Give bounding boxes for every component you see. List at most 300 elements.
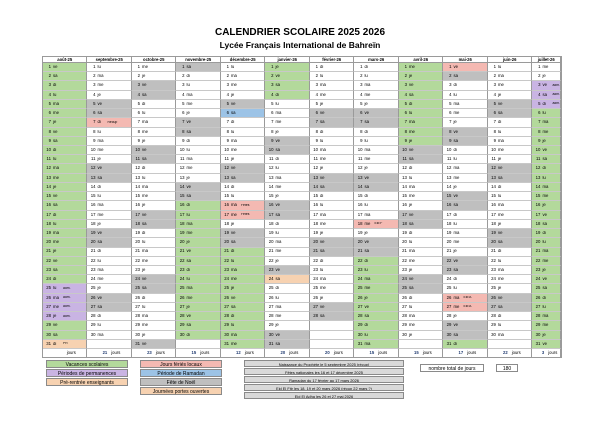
day-cell [43,312,87,321]
day-cell [310,238,355,247]
day-number: 2 [360,74,363,79]
day-abbrev: ma [453,231,460,236]
day-abbrev: je [186,175,190,180]
empty-cell [176,340,220,349]
day-cell [488,294,533,303]
day-cell [265,340,310,349]
day-cell [265,72,310,81]
day-number: 20 [90,240,96,245]
day-abbrev: di [186,332,190,337]
day-abbrev: di [275,221,279,226]
day-abbrev: me [408,258,415,263]
day-number: 28 [90,314,96,319]
day-abbrev: di [97,249,101,254]
day-abbrev: sa [53,74,58,79]
day-number: 20 [446,240,452,245]
day-abbrev: me [186,295,193,300]
day-cell [488,192,533,201]
day-number: 23 [46,267,51,272]
month-total-count: 3 [541,350,545,356]
day-cell [532,72,561,81]
day-cell [310,137,355,146]
day-cell [354,118,398,127]
day-cell [221,248,266,257]
day-abbrev: me [275,249,282,254]
day-abbrev: ve [186,120,192,125]
day-cell [532,100,561,109]
day-number: 7 [271,120,274,125]
day-cell [132,220,177,229]
day-number: 17 [135,212,140,217]
day-number: 12 [402,166,407,171]
day-cell [132,118,177,127]
day-cell [43,248,87,257]
day-cell [488,118,533,127]
day-cell [176,238,220,247]
day-abbrev: ve [319,240,325,245]
day-abbrev: ma [542,120,549,125]
day-cell [488,220,533,229]
day-number: 18 [313,221,318,226]
day-number: 24 [491,277,496,282]
day-abbrev: ma [497,267,504,272]
month-total-count: 15 [191,350,197,356]
day-cell [399,284,444,293]
day-abbrev: sa [53,267,58,272]
day-abbrev: ve [275,332,281,337]
day-cell [176,220,220,229]
day-cell [399,229,444,238]
day-cell [132,174,177,183]
day-abbrev: lu [364,138,368,143]
day-abbrev: ma [275,175,282,180]
day-cell [310,164,355,173]
day-cell [221,100,266,109]
day-abbrev: je [319,166,324,171]
day-abbrev: sa [319,249,325,254]
day-abbrev: je [53,249,57,254]
day-abbrev: di [319,129,324,134]
day-cell [532,312,561,321]
day-abbrev: ma [364,277,371,282]
day-abbrev: ma [319,147,326,152]
day-abbrev: di [141,166,146,171]
day-number: 24 [535,277,541,282]
month-total-count: 20 [280,350,286,356]
day-cell [532,164,561,173]
holiday-note: Eid El Adha les 26 et 27 mai 2026 [244,392,404,399]
day-number: 11 [358,157,363,162]
day-number: 11 [91,157,96,162]
day-number: 28 [535,314,541,319]
day-cell [176,294,220,303]
day-cell [87,201,132,210]
day-abbrev: ma [542,314,549,319]
day-abbrev: lu [497,258,502,263]
day-number: 20 [179,240,185,245]
day-cell [532,266,561,275]
day-abbrev: lu [186,212,190,217]
day-number: 7 [449,120,452,125]
day-number: 10 [402,147,407,152]
day-cell [443,266,488,275]
day-cell [132,248,177,257]
day-abbrev: ma [319,83,326,88]
day-abbrev: sa [453,138,458,143]
month-total [354,349,398,357]
day-abbrev: di [53,341,57,346]
day-abbrev: je [408,138,413,143]
day-abbrev: ma [408,120,415,125]
day-cell [399,275,444,284]
day-number: 21 [135,249,140,254]
day-cell [354,109,398,118]
day-cell [443,72,488,81]
day-cell [132,155,177,164]
day-cell [354,294,398,303]
day-number: 14 [402,184,407,189]
day-number: 6 [538,111,541,116]
day-abbrev: me [364,157,371,162]
day-abbrev: lu [53,286,57,291]
day-abbrev: di [408,101,413,106]
day-number: 5 [182,101,185,106]
day-abbrev: ma [408,249,415,254]
day-abbrev: je [141,267,146,272]
day-number: 6 [226,111,229,116]
day-cell [87,294,132,303]
day-abbrev: je [230,92,235,97]
day-cell [87,266,132,275]
day-cell [87,248,132,257]
day-number: 26 [402,295,407,300]
day-abbrev: lu [364,332,368,337]
day-cell [488,303,533,312]
day-number: 12 [224,166,229,171]
day-number: 26 [357,295,363,300]
day-number: 15 [46,194,51,199]
day-cell [310,266,355,275]
day-cell [43,109,87,118]
day-cell [43,275,87,284]
day-number: 18 [179,221,185,226]
day-abbrev: sa [497,304,503,309]
day-abbrev: ma [53,231,59,236]
day-number: 7 [137,120,140,125]
day-abbrev: ma [364,212,371,217]
day-number: 5 [493,101,496,106]
day-cell [399,312,444,321]
day-abbrev: lu [230,323,235,328]
day-cell [265,275,310,284]
day-cell [265,284,310,293]
day-number: 1 [226,64,229,69]
day-abbrev: je [542,138,546,143]
day-cell [265,331,310,340]
day-abbrev: me [364,92,371,97]
day-abbrev: ve [53,64,58,69]
day-number: 23 [357,267,363,272]
day-abbrev: sa [497,111,503,116]
day-cell [354,63,398,72]
day-number: 4 [271,92,274,97]
day-abbrev: ma [186,286,193,291]
day-abbrev: me [364,221,371,226]
day-cell [532,137,561,146]
month-total-unit: jours [511,350,521,356]
day-cell [43,266,87,275]
day-cell [132,321,177,330]
day-abbrev: ve [53,323,58,328]
day-number: 20 [357,240,363,245]
day-abbrev: lu [97,258,101,263]
empty-cell [488,340,533,349]
day-abbrev: me [408,194,415,199]
day-abbrev: ma [319,212,326,217]
day-number: 24 [90,277,96,282]
day-number: 18 [357,221,363,226]
day-number: 19 [491,231,496,236]
day-number: 23 [535,267,541,272]
day-cell [443,91,488,100]
month-total-unit: jours [155,350,165,356]
day-abbrev: ma [497,138,504,143]
day-cell [176,128,220,137]
day-cell [354,183,398,192]
day-abbrev: ma [497,332,504,337]
day-cell [132,294,177,303]
day-cell [265,312,310,321]
day-number: 21 [402,249,407,254]
day-cell [132,109,177,118]
day-cell [488,183,533,192]
day-cell [310,109,355,118]
day-cell [87,257,132,266]
page-title: CALENDRIER SCOLAIRE 2025 2026 [214,27,386,38]
day-number: 14 [46,184,51,189]
day-abbrev: ve [497,166,503,171]
day-number: 8 [48,129,51,134]
day-cell [87,155,132,164]
day-number: 13 [268,175,274,180]
day-abbrev: je [53,314,57,319]
day-abbrev: je [497,92,502,97]
day-cell [265,303,310,312]
day-cell [399,321,444,330]
day-abbrev: lu [408,111,413,116]
day-abbrev: lu [230,194,235,199]
day-abbrev: je [497,286,502,291]
day-number: 9 [226,138,229,143]
day-abbrev: lu [230,129,235,134]
day-cell [532,294,561,303]
day-note: Eid F [374,222,383,226]
day-number: 5 [93,101,96,106]
day-cell [532,174,561,183]
month-total-count: 17 [458,350,464,356]
day-cell [132,284,177,293]
day-number: 11 [446,157,452,162]
day-cell [488,164,533,173]
day-cell [87,331,132,340]
day-abbrev: je [364,231,368,236]
day-abbrev: me [542,194,549,199]
day-cell [221,201,266,210]
day-cell [532,201,561,210]
day-cell [310,312,355,321]
day-cell [176,312,220,321]
day-number: 2 [404,74,407,79]
day-cell [265,91,310,100]
day-number: 9 [538,138,541,143]
day-number: 16 [46,203,51,208]
day-abbrev: sa [542,157,547,162]
day-note: adm. [63,296,71,300]
day-cell [488,284,533,293]
day-abbrev: je [453,249,457,254]
day-cell [87,312,132,321]
day-abbrev: sa [186,258,192,263]
day-number: 28 [491,314,496,319]
day-abbrev: je [408,267,413,272]
day-cell [265,294,310,303]
day-abbrev: di [53,147,57,152]
day-abbrev: ve [275,267,281,272]
day-number: 21 [535,249,541,254]
day-cell [221,220,266,229]
day-cell [310,303,355,312]
day-number: 31 [357,341,363,346]
month-total-unit: jours [333,350,343,356]
day-abbrev: di [453,277,457,282]
day-number: 20 [313,240,318,245]
month-header: janvier-26 [265,57,310,63]
day-cell [132,128,177,137]
day-number: 31 [135,341,140,346]
day-cell [354,312,398,321]
day-number: 27 [268,304,274,309]
month-total-unit: jours [289,350,299,356]
day-note: adm. [552,83,560,87]
day-number: 6 [493,111,496,116]
month-header: juin-26 [488,57,533,63]
month-header: mars-26 [354,57,398,63]
day-abbrev: lu [97,194,101,199]
day-number: 25 [268,286,274,291]
day-number: 14 [357,184,363,189]
day-abbrev: lu [542,240,546,245]
day-abbrev: di [364,323,368,328]
day-abbrev: lu [97,129,101,134]
day-abbrev: sa [364,120,370,125]
day-note: Eid A [463,305,472,309]
day-number: 12 [135,166,140,171]
day-number: 9 [449,138,452,143]
day-cell [87,220,132,229]
day-cell [532,275,561,284]
day-abbrev: ve [230,231,236,236]
day-number: 26 [446,295,452,300]
day-abbrev: ve [453,258,458,263]
day-abbrev: me [230,83,237,88]
day-cell [443,174,488,183]
day-abbrev: lu [497,194,502,199]
day-abbrev: lu [453,221,457,226]
day-number: 18 [446,221,452,226]
day-number: 26 [491,295,496,300]
day-number: 4 [360,92,363,97]
day-cell [132,192,177,201]
day-cell [87,109,132,118]
day-number: 26 [268,295,274,300]
day-abbrev: ma [453,166,460,171]
day-cell [354,146,398,155]
day-abbrev: ma [408,314,415,319]
day-cell [310,201,355,210]
month-total [176,349,220,357]
day-cell [43,229,87,238]
day-number: 31 [268,341,274,346]
day-number: 8 [137,129,140,134]
day-cell [532,220,561,229]
day-number: 28 [268,314,274,319]
day-number: 2 [93,74,96,79]
day-abbrev: ve [542,341,547,346]
month-total-unit: jours [548,350,558,356]
month-header: juillet-26 [532,57,561,63]
month-total-unit: jours [467,350,477,356]
day-number: 7 [404,120,407,125]
day-number: 22 [357,258,363,263]
day-number: 7 [182,120,185,125]
day-number: 25 [224,286,229,291]
day-number: 22 [46,258,51,263]
day-abbrev: di [497,120,502,125]
day-cell [221,284,266,293]
holiday-note: Fêtes nationales les 16 et 17 décembre 2025 [244,368,404,375]
day-cell [176,72,220,81]
day-note: Eid A [463,296,472,300]
day-number: 19 [357,231,363,236]
page-subtitle: Lycée Français International de Bahreïn [219,40,381,50]
day-number: 3 [404,83,407,88]
day-number: 10 [46,147,51,152]
day-abbrev: ve [141,212,147,217]
day-number: 22 [224,258,229,263]
day-abbrev: ma [230,332,237,337]
day-number: 21 [268,249,274,254]
day-cell [43,220,87,229]
day-abbrev: ve [364,304,370,309]
day-cell [354,238,398,247]
day-cell [176,266,220,275]
day-cell [532,257,561,266]
day-number: 28 [46,314,51,319]
day-number: 7 [315,120,318,125]
day-note: adm. [552,93,560,97]
day-number: 18 [268,221,274,226]
day-cell [176,321,220,330]
empty-cell [399,340,444,349]
day-number: 21 [357,249,363,254]
day-number: 16 [313,203,318,208]
day-abbrev: sa [408,221,414,226]
day-abbrev: ma [542,249,549,254]
day-abbrev: di [275,286,279,291]
day-cell [354,192,398,201]
day-number: 19 [535,231,541,236]
day-cell [488,63,533,72]
